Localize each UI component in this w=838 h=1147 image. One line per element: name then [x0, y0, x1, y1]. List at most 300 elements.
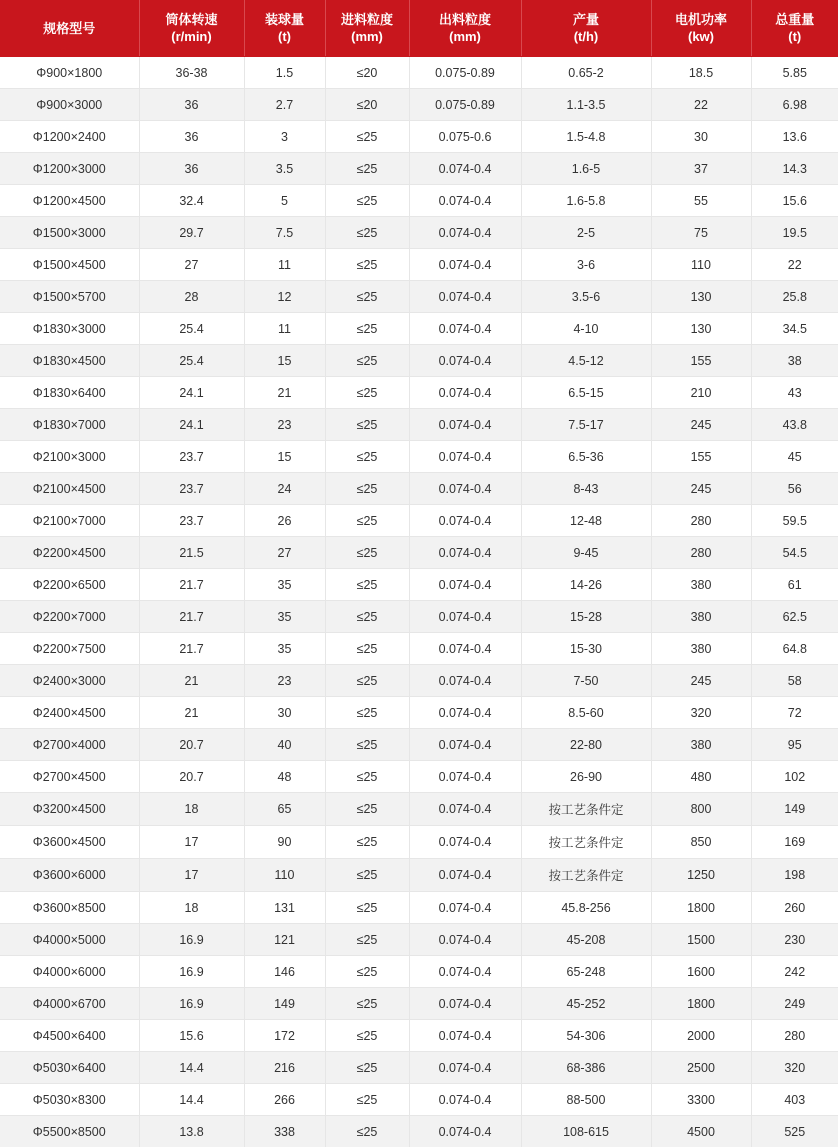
cell-value: 108-615 [521, 1116, 651, 1147]
cell-value: 2-5 [521, 217, 651, 249]
cell-value: 20.7 [139, 729, 244, 761]
cell-value: 55 [651, 185, 751, 217]
cell-value: 95 [751, 729, 838, 761]
cell-value: ≤25 [325, 121, 409, 153]
cell-value: ≤25 [325, 1116, 409, 1147]
cell-value: 131 [244, 892, 325, 924]
cell-value: 14.4 [139, 1052, 244, 1084]
cell-value: 266 [244, 1084, 325, 1116]
cell-value: 14.3 [751, 153, 838, 185]
cell-value: 16.9 [139, 956, 244, 988]
cell-value: 6.5-36 [521, 441, 651, 473]
cell-model: Φ1500×3000 [0, 217, 139, 249]
cell-value: 0.074-0.4 [409, 441, 521, 473]
cell-model: Φ2100×4500 [0, 473, 139, 505]
table-row [0, 924, 838, 956]
cell-value: 7-50 [521, 665, 651, 697]
cell-value: 56 [751, 473, 838, 505]
cell-value: 36-38 [139, 57, 244, 89]
cell-value: 0.074-0.4 [409, 505, 521, 537]
table-row [0, 569, 838, 601]
cell-value: 18 [139, 793, 244, 826]
cell-value: 24.1 [139, 409, 244, 441]
cell-value: 0.074-0.4 [409, 1116, 521, 1147]
cell-model: Φ2200×6500 [0, 569, 139, 601]
cell-value: 24.1 [139, 377, 244, 409]
cell-model: Φ1500×5700 [0, 281, 139, 313]
cell-value: 16.9 [139, 988, 244, 1020]
cell-value: 1.6-5 [521, 153, 651, 185]
cell-value: 0.074-0.4 [409, 217, 521, 249]
cell-value: 280 [651, 505, 751, 537]
cell-value: 338 [244, 1116, 325, 1147]
cell-value: ≤25 [325, 1084, 409, 1116]
cell-value: 110 [244, 859, 325, 892]
cell-value: 24 [244, 473, 325, 505]
cell-value: 1.5 [244, 57, 325, 89]
cell-model: Φ1830×7000 [0, 409, 139, 441]
cell-value: 230 [751, 924, 838, 956]
cell-value: 35 [244, 569, 325, 601]
cell-value: 149 [751, 793, 838, 826]
cell-value: 249 [751, 988, 838, 1020]
cell-model: Φ3600×6000 [0, 859, 139, 892]
cell-value: 11 [244, 313, 325, 345]
cell-value: ≤20 [325, 57, 409, 89]
cell-value: 20.7 [139, 761, 244, 793]
cell-value: 320 [751, 1052, 838, 1084]
table-header [0, 0, 838, 57]
cell-model: Φ2200×4500 [0, 537, 139, 569]
column-header-6 [651, 0, 751, 57]
cell-value: 0.074-0.4 [409, 826, 521, 859]
cell-value: 14.4 [139, 1084, 244, 1116]
table-row [0, 601, 838, 633]
cell-model: Φ1830×6400 [0, 377, 139, 409]
cell-model: Φ2200×7500 [0, 633, 139, 665]
cell-value: 按工艺条件定 [521, 859, 651, 892]
table-row [0, 505, 838, 537]
cell-value: 155 [651, 345, 751, 377]
cell-value: 32.4 [139, 185, 244, 217]
cell-value: 21 [244, 377, 325, 409]
cell-value: 25.4 [139, 345, 244, 377]
cell-value: 0.074-0.4 [409, 793, 521, 826]
cell-value: 0.074-0.4 [409, 409, 521, 441]
cell-value: 8-43 [521, 473, 651, 505]
table-row [0, 1020, 838, 1052]
table-row [0, 153, 838, 185]
cell-value: 36 [139, 153, 244, 185]
cell-value: 59.5 [751, 505, 838, 537]
cell-value: 110 [651, 249, 751, 281]
cell-value: 4-10 [521, 313, 651, 345]
cell-value: 22 [651, 89, 751, 121]
cell-value: ≤25 [325, 1020, 409, 1052]
cell-value: 0.074-0.4 [409, 1052, 521, 1084]
column-header-name: 规格型号 [43, 21, 95, 36]
cell-value: 800 [651, 793, 751, 826]
cell-value: ≤25 [325, 956, 409, 988]
cell-value: 72 [751, 697, 838, 729]
cell-value: 62.5 [751, 601, 838, 633]
cell-value: 17 [139, 826, 244, 859]
cell-model: Φ1830×4500 [0, 345, 139, 377]
column-header-name: 总重量 [775, 12, 814, 27]
cell-value: 30 [651, 121, 751, 153]
table-row [0, 1116, 838, 1147]
cell-value: 26-90 [521, 761, 651, 793]
cell-value: 38 [751, 345, 838, 377]
cell-value: 26 [244, 505, 325, 537]
table-row [0, 761, 838, 793]
table-row [0, 409, 838, 441]
cell-value: 按工艺条件定 [521, 793, 651, 826]
cell-value: 27 [139, 249, 244, 281]
cell-value: 1.1-3.5 [521, 89, 651, 121]
cell-value: 15-30 [521, 633, 651, 665]
cell-value: 35 [244, 633, 325, 665]
cell-value: ≤25 [325, 859, 409, 892]
column-header-7 [751, 0, 838, 57]
cell-value: ≤25 [325, 569, 409, 601]
cell-value: 0.074-0.4 [409, 859, 521, 892]
cell-value: 1800 [651, 988, 751, 1020]
column-header-name: 装球量 [265, 12, 304, 27]
cell-value: 54-306 [521, 1020, 651, 1052]
cell-value: ≤25 [325, 153, 409, 185]
table-row [0, 249, 838, 281]
cell-value: 19.5 [751, 217, 838, 249]
cell-value: 1250 [651, 859, 751, 892]
cell-value: 280 [751, 1020, 838, 1052]
cell-value: 245 [651, 473, 751, 505]
cell-value: ≤25 [325, 665, 409, 697]
cell-value: 0.074-0.4 [409, 665, 521, 697]
column-header-name: 电机功率 [675, 12, 727, 27]
cell-value: 15.6 [139, 1020, 244, 1052]
cell-value: 6.5-15 [521, 377, 651, 409]
cell-model: Φ4000×5000 [0, 924, 139, 956]
cell-value: 22-80 [521, 729, 651, 761]
cell-model: Φ1200×4500 [0, 185, 139, 217]
cell-value: 48 [244, 761, 325, 793]
cell-value: 9-45 [521, 537, 651, 569]
cell-model: Φ1830×3000 [0, 313, 139, 345]
cell-value: 29.7 [139, 217, 244, 249]
cell-value: 0.074-0.4 [409, 892, 521, 924]
table-row [0, 956, 838, 988]
cell-value: ≤25 [325, 793, 409, 826]
cell-model: Φ2400×4500 [0, 697, 139, 729]
cell-value: 245 [651, 409, 751, 441]
cell-value: 45-208 [521, 924, 651, 956]
cell-value: 45-252 [521, 988, 651, 1020]
cell-value: 58 [751, 665, 838, 697]
column-header-unit: (kw) [654, 28, 749, 45]
column-header-unit: (mm) [328, 28, 407, 45]
cell-value: 16.9 [139, 924, 244, 956]
cell-value: 7.5 [244, 217, 325, 249]
cell-value: ≤25 [325, 826, 409, 859]
cell-value: 245 [651, 665, 751, 697]
cell-value: 3-6 [521, 249, 651, 281]
table-body [0, 57, 838, 1147]
table-row [0, 89, 838, 121]
cell-value: 25.4 [139, 313, 244, 345]
cell-value: 36 [139, 121, 244, 153]
column-header-3 [325, 0, 409, 57]
cell-model: Φ2200×7000 [0, 601, 139, 633]
column-header-name: 进料粒度 [341, 12, 393, 27]
cell-value: 0.075-0.89 [409, 57, 521, 89]
cell-value: 146 [244, 956, 325, 988]
table-row [0, 345, 838, 377]
cell-value: 0.075-0.6 [409, 121, 521, 153]
column-header-unit: (t/h) [524, 28, 649, 45]
cell-value: 0.074-0.4 [409, 345, 521, 377]
cell-value: 45.8-256 [521, 892, 651, 924]
cell-value: 4500 [651, 1116, 751, 1147]
cell-model: Φ2700×4500 [0, 761, 139, 793]
column-header-name: 筒体转速 [165, 12, 217, 27]
cell-value: 280 [651, 537, 751, 569]
cell-value: 35 [244, 601, 325, 633]
cell-value: 6.98 [751, 89, 838, 121]
cell-value: ≤25 [325, 988, 409, 1020]
cell-value: 8.5-60 [521, 697, 651, 729]
cell-value: 27 [244, 537, 325, 569]
cell-value: 480 [651, 761, 751, 793]
cell-value: 380 [651, 569, 751, 601]
cell-value: 0.074-0.4 [409, 697, 521, 729]
cell-value: 15 [244, 441, 325, 473]
cell-value: 18 [139, 892, 244, 924]
cell-model: Φ2100×3000 [0, 441, 139, 473]
cell-value: 21.7 [139, 569, 244, 601]
column-header-2 [244, 0, 325, 57]
cell-value: 0.074-0.4 [409, 281, 521, 313]
cell-value: 169 [751, 826, 838, 859]
cell-value: 2000 [651, 1020, 751, 1052]
table-row [0, 217, 838, 249]
cell-value: ≤25 [325, 409, 409, 441]
table-row [0, 793, 838, 826]
cell-value: 172 [244, 1020, 325, 1052]
table-row [0, 57, 838, 89]
cell-value: 380 [651, 729, 751, 761]
cell-value: 0.074-0.4 [409, 729, 521, 761]
cell-value: ≤25 [325, 313, 409, 345]
cell-value: 37 [651, 153, 751, 185]
cell-value: 0.074-0.4 [409, 249, 521, 281]
table-row [0, 377, 838, 409]
cell-model: Φ4500×6400 [0, 1020, 139, 1052]
column-header-0 [0, 0, 139, 57]
cell-value: 149 [244, 988, 325, 1020]
cell-value: ≤25 [325, 601, 409, 633]
cell-value: ≤25 [325, 892, 409, 924]
cell-value: 21.7 [139, 601, 244, 633]
cell-value: ≤25 [325, 729, 409, 761]
cell-value: ≤25 [325, 633, 409, 665]
cell-value: 25.8 [751, 281, 838, 313]
cell-model: Φ1200×3000 [0, 153, 139, 185]
cell-value: 12-48 [521, 505, 651, 537]
column-header-unit: (r/min) [142, 28, 242, 45]
cell-value: 403 [751, 1084, 838, 1116]
cell-model: Φ5030×8300 [0, 1084, 139, 1116]
cell-value: ≤25 [325, 185, 409, 217]
column-header-name: 产量 [573, 12, 599, 27]
cell-value: ≤25 [325, 537, 409, 569]
cell-value: 23 [244, 409, 325, 441]
cell-value: 3.5-6 [521, 281, 651, 313]
cell-value: 13.6 [751, 121, 838, 153]
cell-model: Φ900×3000 [0, 89, 139, 121]
cell-value: 5 [244, 185, 325, 217]
table-row [0, 859, 838, 892]
cell-value: 30 [244, 697, 325, 729]
cell-value: 1.5-4.8 [521, 121, 651, 153]
table-row [0, 185, 838, 217]
cell-model: Φ4000×6700 [0, 988, 139, 1020]
cell-value: 65-248 [521, 956, 651, 988]
cell-value: 0.074-0.4 [409, 956, 521, 988]
cell-value: 21.5 [139, 537, 244, 569]
cell-value: 61 [751, 569, 838, 601]
cell-model: Φ1200×2400 [0, 121, 139, 153]
cell-value: 0.074-0.4 [409, 185, 521, 217]
cell-value: 23.7 [139, 505, 244, 537]
column-header-unit: (t) [754, 28, 837, 45]
cell-value: 1600 [651, 956, 751, 988]
cell-value: 0.074-0.4 [409, 633, 521, 665]
cell-value: 88-500 [521, 1084, 651, 1116]
cell-value: ≤25 [325, 473, 409, 505]
cell-model: Φ3600×4500 [0, 826, 139, 859]
cell-value: 15.6 [751, 185, 838, 217]
column-header-name: 出料粒度 [439, 12, 491, 27]
table-row [0, 1052, 838, 1084]
cell-value: 525 [751, 1116, 838, 1147]
cell-value: 198 [751, 859, 838, 892]
cell-value: ≤25 [325, 761, 409, 793]
table-row [0, 121, 838, 153]
cell-value: 43 [751, 377, 838, 409]
cell-model: Φ5030×6400 [0, 1052, 139, 1084]
cell-value: 按工艺条件定 [521, 826, 651, 859]
cell-value: 155 [651, 441, 751, 473]
cell-value: 12 [244, 281, 325, 313]
table-row [0, 892, 838, 924]
column-header-1 [139, 0, 244, 57]
cell-value: 2500 [651, 1052, 751, 1084]
table-row [0, 697, 838, 729]
cell-value: ≤25 [325, 1052, 409, 1084]
cell-value: 5.85 [751, 57, 838, 89]
cell-value: 380 [651, 633, 751, 665]
cell-value: 0.074-0.4 [409, 1020, 521, 1052]
cell-value: 21.7 [139, 633, 244, 665]
cell-model: Φ5500×8500 [0, 1116, 139, 1147]
cell-value: 102 [751, 761, 838, 793]
cell-value: 23.7 [139, 441, 244, 473]
cell-value: 21 [139, 665, 244, 697]
cell-model: Φ4000×6000 [0, 956, 139, 988]
cell-value: 0.074-0.4 [409, 601, 521, 633]
cell-value: 0.074-0.4 [409, 761, 521, 793]
cell-value: 4.5-12 [521, 345, 651, 377]
cell-value: 0.074-0.4 [409, 153, 521, 185]
table-row [0, 281, 838, 313]
cell-value: 1800 [651, 892, 751, 924]
cell-value: 18.5 [651, 57, 751, 89]
cell-value: ≤25 [325, 697, 409, 729]
cell-value: 36 [139, 89, 244, 121]
cell-value: ≤25 [325, 249, 409, 281]
cell-value: 3.5 [244, 153, 325, 185]
table-row [0, 988, 838, 1020]
table-row [0, 1084, 838, 1116]
cell-value: 0.075-0.89 [409, 89, 521, 121]
cell-value: 23 [244, 665, 325, 697]
cell-value: 216 [244, 1052, 325, 1084]
cell-value: ≤25 [325, 441, 409, 473]
cell-value: ≤25 [325, 924, 409, 956]
cell-value: 260 [751, 892, 838, 924]
cell-value: 0.074-0.4 [409, 1084, 521, 1116]
cell-value: ≤25 [325, 505, 409, 537]
cell-value: 43.8 [751, 409, 838, 441]
cell-value: 3300 [651, 1084, 751, 1116]
cell-model: Φ2700×4000 [0, 729, 139, 761]
cell-value: ≤20 [325, 89, 409, 121]
cell-model: Φ1500×4500 [0, 249, 139, 281]
table-row [0, 537, 838, 569]
cell-value: 1.6-5.8 [521, 185, 651, 217]
column-header-unit: (t) [247, 28, 323, 45]
table-row [0, 729, 838, 761]
cell-value: 15-28 [521, 601, 651, 633]
cell-value: 0.074-0.4 [409, 569, 521, 601]
cell-value: 0.074-0.4 [409, 537, 521, 569]
cell-value: 14-26 [521, 569, 651, 601]
cell-value: ≤25 [325, 217, 409, 249]
cell-value: 850 [651, 826, 751, 859]
cell-value: 0.074-0.4 [409, 924, 521, 956]
cell-value: 1500 [651, 924, 751, 956]
cell-value: 90 [244, 826, 325, 859]
table-row [0, 633, 838, 665]
cell-value: 34.5 [751, 313, 838, 345]
cell-value: 3 [244, 121, 325, 153]
table-row [0, 473, 838, 505]
cell-value: ≤25 [325, 377, 409, 409]
table-row [0, 441, 838, 473]
table-row [0, 313, 838, 345]
cell-value: ≤25 [325, 281, 409, 313]
cell-value: 21 [139, 697, 244, 729]
cell-value: 45 [751, 441, 838, 473]
cell-value: 65 [244, 793, 325, 826]
cell-value: 40 [244, 729, 325, 761]
cell-value: 0.074-0.4 [409, 377, 521, 409]
table-row [0, 826, 838, 859]
cell-value: 0.074-0.4 [409, 988, 521, 1020]
cell-value: 380 [651, 601, 751, 633]
column-header-5 [521, 0, 651, 57]
